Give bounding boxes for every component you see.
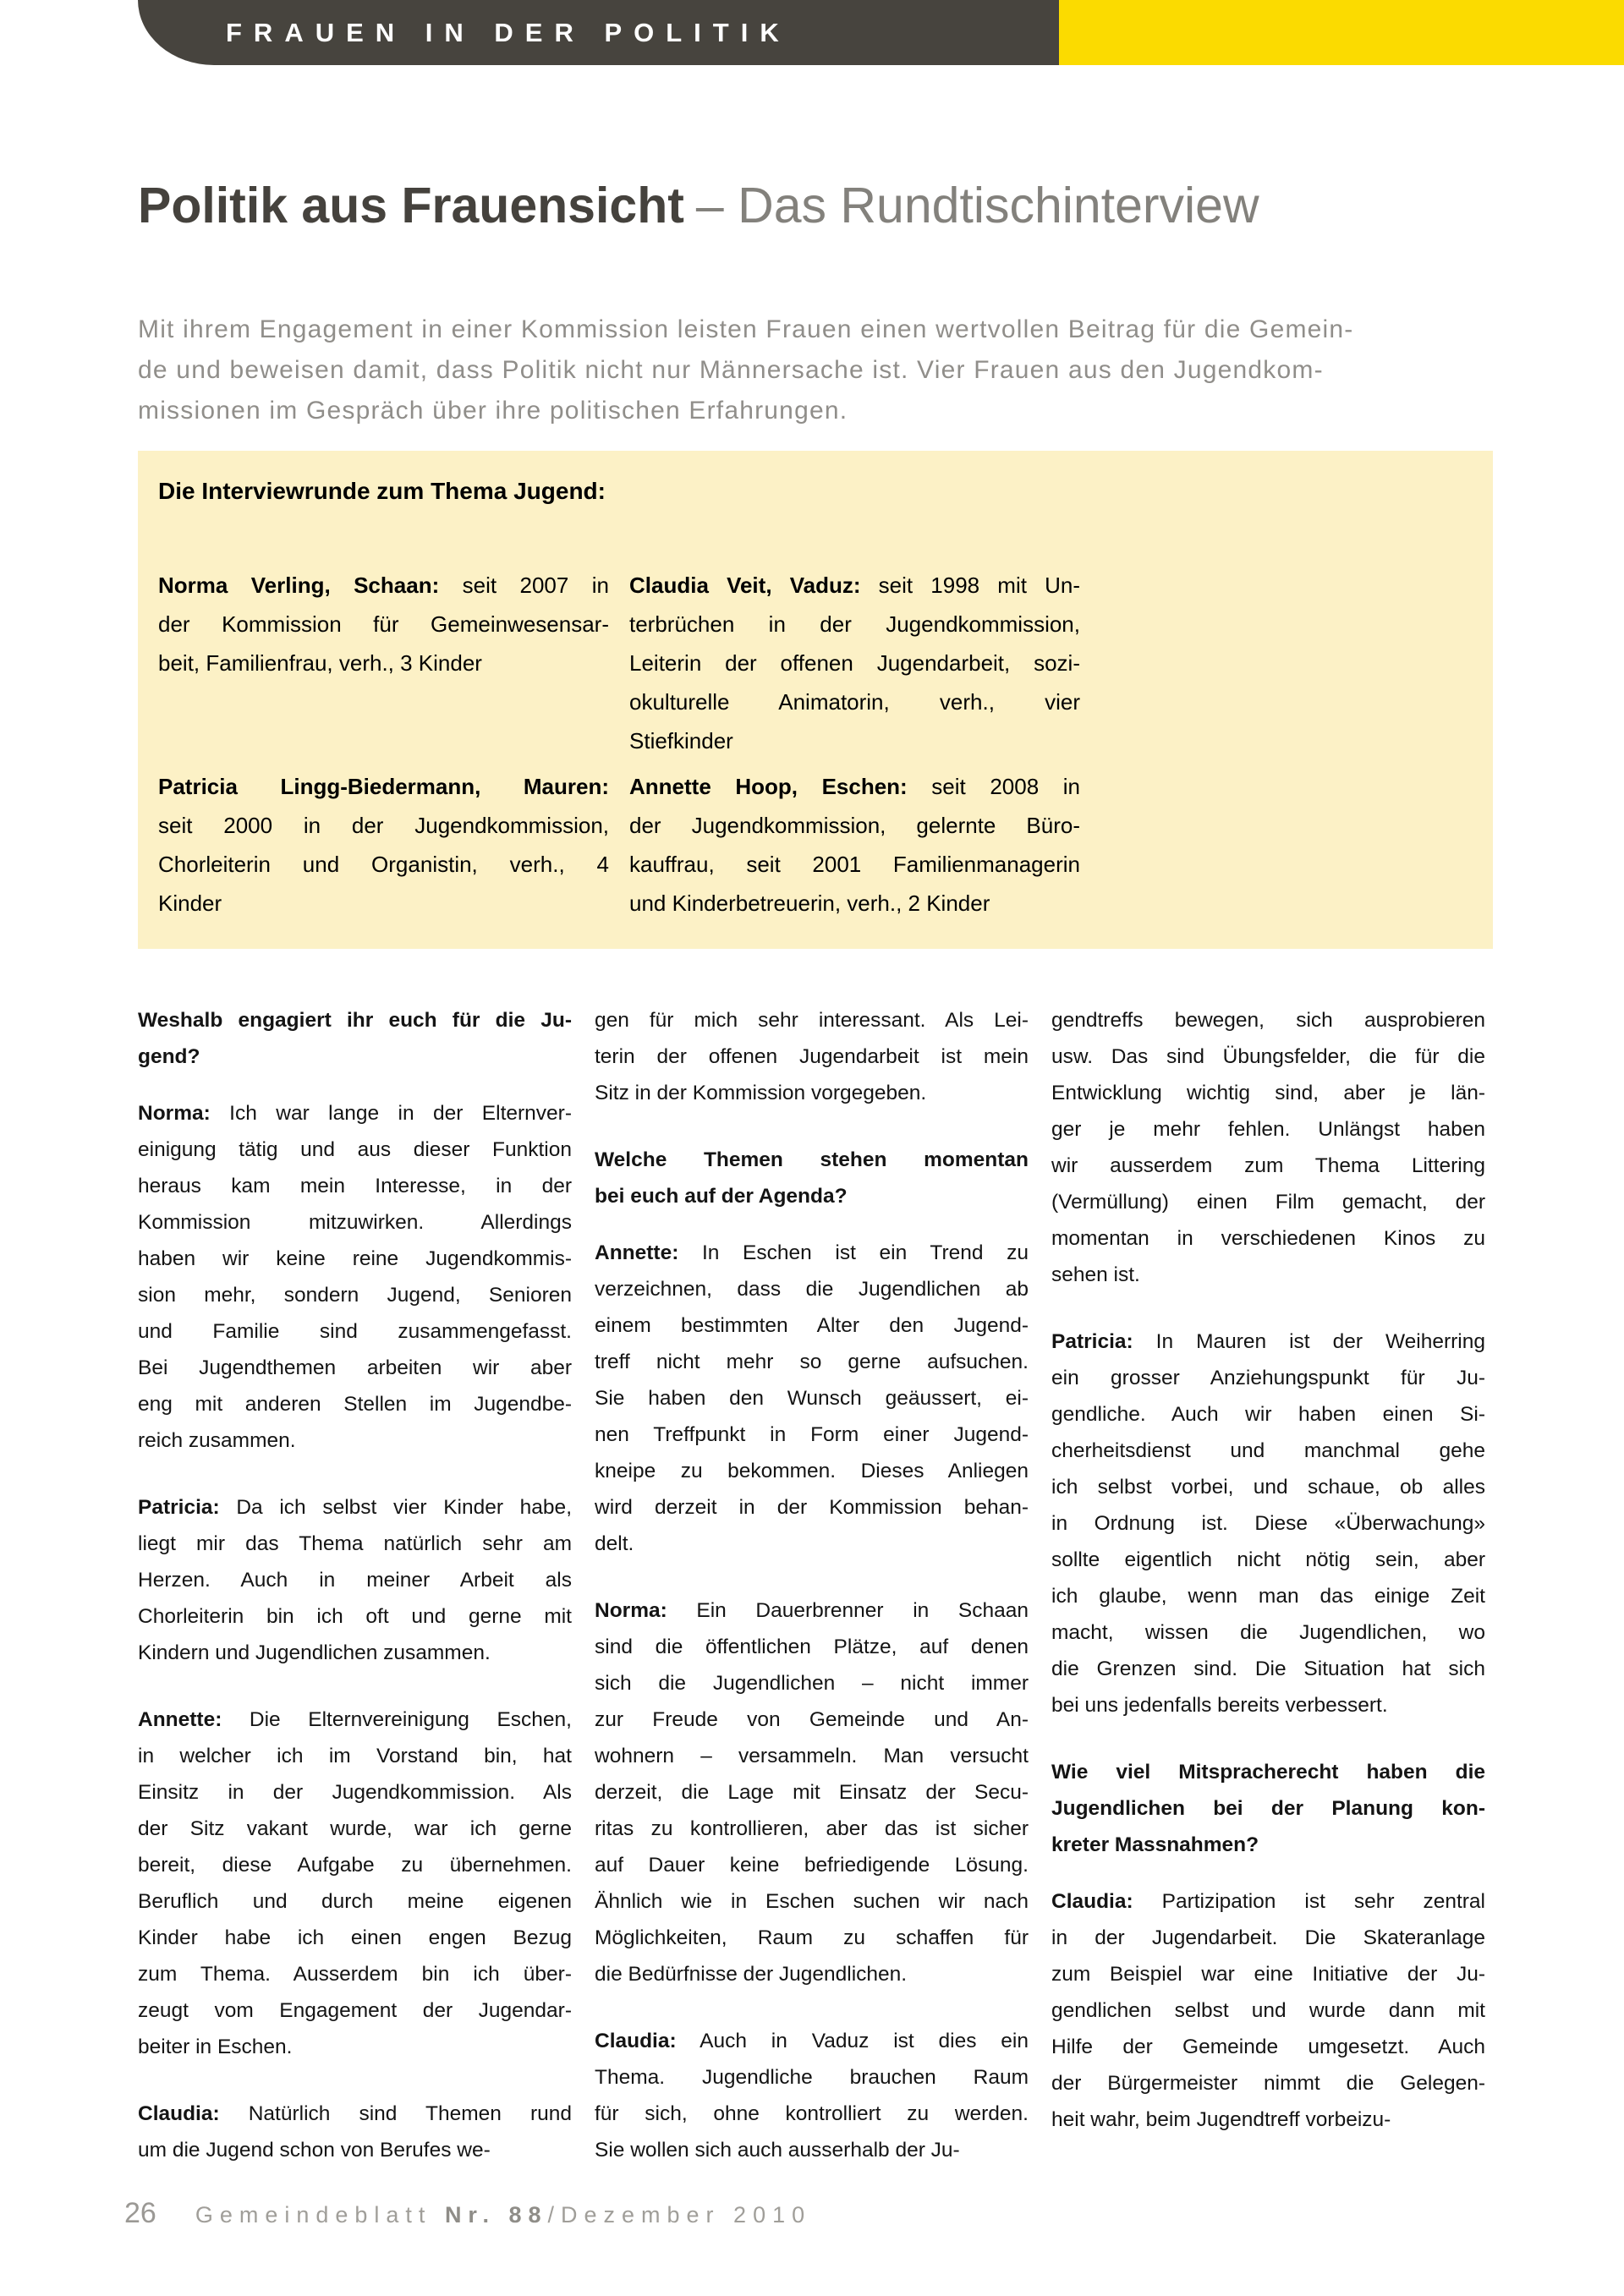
intro-line: de und beweisen damit, dass Politik nicht nur Männersache ist. Vier Frauen aus den Jugendkom- — [138, 356, 1324, 384]
text-line: terin der offenen Jugendarbeit ist mein — [595, 1045, 1029, 1068]
text-line: Möglichkeiten, Raum zu schaffen für — [595, 1926, 1029, 1949]
text-line: seit 2000 in der Jugendkommission, — [158, 813, 609, 838]
text-line: Chorleiterin und Organistin, verh., 4 — [158, 852, 609, 877]
speaker-name: Claudia Veit, Vaduz: — [629, 573, 861, 598]
text-line: Entwicklung wichtig sind, aber je län- — [1051, 1082, 1485, 1104]
speaker-name: Claudia: — [138, 2102, 220, 2125]
speaker-name: Patricia Lingg-Biedermann, Mauren: — [158, 774, 609, 799]
text-line: Chorleiterin bin ich oft und gerne mit — [138, 1605, 572, 1628]
text-line: kneipe zu bekommen. Dieses Anliegen — [595, 1460, 1029, 1482]
text-line: cherheitsdienst und manchmal gehe — [1051, 1439, 1485, 1462]
text-line: liegt mir das Thema natürlich sehr am — [138, 1532, 572, 1555]
text-line: ritas zu kontrollieren, aber das ist sicher — [595, 1817, 1029, 1840]
text-line: haben wir keine reine Jugendkommis- — [138, 1247, 572, 1270]
text-line: zum Thema. Ausserdem bin ich über- — [138, 1963, 572, 1986]
text-line: delt. — [595, 1532, 634, 1555]
interview-answer — [138, 1095, 572, 1459]
text-line: sehen ist. — [1051, 1263, 1140, 1286]
speaker-name: Annette: — [138, 1708, 222, 1731]
text-line: sind die öffentlichen Plätze, auf denen — [595, 1636, 1029, 1658]
text-line: macht, wissen die Jugendlichen, wo — [1051, 1621, 1485, 1644]
text-line: kauffrau, seit 2001 Familienmanagerin — [629, 852, 1080, 877]
text-line: einigung tätig und aus dieser Funktion — [138, 1138, 572, 1161]
text-line: Thema. Jugendliche brauchen Raum — [595, 2066, 1029, 2089]
text-line: momentan in verschiedenen Kinos zu — [1051, 1227, 1485, 1250]
intro-line: missionen im Gespräch über ihre politischen Erfahrungen. — [138, 397, 848, 425]
participant-entry — [629, 767, 1080, 923]
text-line: Kinder — [158, 890, 222, 916]
text-line: gendlichen selbst und wurde dann mit — [1051, 1999, 1485, 2022]
text-line: bei euch auf der Agenda? — [595, 1185, 848, 1208]
speaker-name: Patricia: — [1051, 1330, 1133, 1353]
speaker-name: Norma: — [138, 1102, 211, 1125]
text-line: derzeit, die Lage mit Einsatz der Secu- — [595, 1781, 1029, 1804]
text-line: Hilfe der Gemeinde umgesetzt. Auch — [1051, 2036, 1485, 2058]
text-line: verzeichnen, dass die Jugendlichen ab — [595, 1278, 1029, 1301]
text-line: ich glaube, wenn man das einige Zeit — [1051, 1585, 1485, 1608]
text-line: Stiefkinder — [629, 728, 733, 753]
text-line: heraus kam mein Interesse, in der — [138, 1175, 572, 1197]
text-line: Welche Themen stehen momentan — [595, 1148, 1029, 1171]
text-line: auf Dauer keine befriedigende Lösung. — [595, 1854, 1029, 1877]
speaker-name: Norma: — [595, 1599, 667, 1622]
issue-date: /Dezember 2010 — [547, 2202, 812, 2228]
interview-answer — [1051, 1883, 1485, 2138]
text-line: kreter Massnahmen? — [1051, 1833, 1259, 1856]
text-line — [158, 767, 609, 806]
interview-answer — [595, 2023, 1029, 2168]
text-line: Ähnlich wie in Eschen suchen wir nach — [595, 1890, 1029, 1913]
text-line: gendliche. Auch wir haben einen Si- — [1051, 1403, 1485, 1426]
speaker-name: Annette Hoop, Eschen: — [629, 774, 908, 799]
text-line: treff nicht mehr so gerne aufsuchen. — [595, 1351, 1029, 1373]
interview-answer — [138, 2096, 572, 2168]
page-number: 26 — [124, 2197, 156, 2229]
page-footer — [124, 2197, 811, 2239]
text-line: der Jugendkommission, gelernte Büro- — [629, 813, 1080, 838]
text-line: Herzen. Auch in meiner Arbeit als — [138, 1569, 572, 1592]
participant-entry — [158, 767, 609, 923]
text-line: Annette: Die Elternvereinigung Eschen, — [138, 1708, 572, 1731]
publication-info — [195, 2202, 811, 2228]
interview-answer — [1051, 1002, 1485, 1293]
text-line: Bei Jugendthemen arbeiten wir aber — [138, 1356, 572, 1379]
text-line: zeugt vom Engagement der Jugendar- — [138, 1999, 572, 2022]
speaker-name: Claudia: — [595, 2030, 677, 2052]
text-line: Jugendlichen bei der Planung kon- — [1051, 1797, 1485, 1820]
text-line: Claudia Veit, Vaduz: seit 1998 mit Un- — [629, 573, 1080, 598]
text-line: in Ordnung ist. Diese «Überwachung» — [1051, 1512, 1485, 1535]
text-line: zum Beispiel war eine Initiative der Ju- — [1051, 1963, 1485, 1986]
interview-answer — [595, 1592, 1029, 1992]
participant-entry — [629, 566, 1080, 760]
text-column-2 — [595, 1002, 1029, 2168]
text-line: gend? — [138, 1045, 200, 1068]
interview-answer — [138, 1489, 572, 1671]
text-line: und Kinderbetreuerin, verh., 2 Kinder — [629, 890, 990, 916]
text-line: einem bestimmten Alter den Jugend- — [595, 1314, 1029, 1337]
interview-answer — [1051, 1323, 1485, 1723]
text-line: die Bedürfnisse der Jugendlichen. — [595, 1963, 908, 1986]
text-line: der Kommission für Gemeinwesensar- — [158, 611, 609, 637]
text-line: der Sitz vakant wurde, war ich gerne — [138, 1817, 572, 1840]
text-line: Norma Verling, Schaan: seit 2007 in — [158, 573, 609, 598]
text-line: der Bürgermeister nimmt die Gelegen- — [1051, 2072, 1485, 2095]
text-line: Beruflich und durch meine eigenen — [138, 1890, 572, 1913]
text-line: beiter in Eschen. — [138, 2036, 293, 2058]
interview-answer — [138, 1701, 572, 2065]
text-line: usw. Das sind Übungsfelder, die für die — [1051, 1045, 1485, 1068]
interview-question — [1051, 1754, 1485, 1863]
publication-name: Gemeindeblatt — [195, 2202, 445, 2228]
text-line: beit, Familienfrau, verh., 3 Kinder — [158, 650, 482, 676]
text-line: Claudia: Partizipation ist sehr zentral — [1051, 1890, 1485, 1913]
participant-entry — [158, 566, 609, 760]
text-line: reich zusammen. — [138, 1429, 296, 1452]
interview-question — [138, 1002, 572, 1075]
text-column-3 — [1051, 1002, 1485, 2168]
text-line: in welcher ich im Vorstand bin, hat — [138, 1745, 572, 1767]
section-banner-label: FRAUEN IN DER POLITIK — [226, 18, 791, 47]
text-line: wir ausserdem zum Thema Littering — [1051, 1154, 1485, 1177]
text-line: heit wahr, beim Jugendtreff vorbeizu- — [1051, 2108, 1391, 2131]
text-line: wohnern – versammeln. Man versucht — [595, 1745, 1029, 1767]
article-title — [138, 169, 1259, 242]
speaker-name: Patricia: — [138, 1496, 220, 1519]
text-line: Annette: In Eschen ist ein Trend zu — [595, 1241, 1029, 1264]
text-line: Claudia: Auch in Vaduz ist dies ein — [595, 2030, 1029, 2052]
issue-number: Nr. 88 — [444, 2202, 548, 2228]
intro-line: Mit ihrem Engagement in einer Kommission leisten Frauen einen wertvollen Beitrag für die Gemein- — [138, 315, 1354, 343]
text-line: die Grenzen sind. Die Situation hat sich — [1051, 1658, 1485, 1680]
accent-bar — [1059, 0, 1624, 65]
text-line: Annette Hoop, Eschen: seit 2008 in — [629, 774, 1081, 799]
text-line: terbrüchen in der Jugendkommission, — [629, 611, 1080, 637]
text-line: Claudia: Natürlich sind Themen rund — [138, 2102, 572, 2125]
speaker-name: Claudia: — [1051, 1890, 1133, 1913]
participant-list — [158, 566, 1473, 923]
section-banner — [138, 0, 1059, 65]
text-line: für sich, ohne kontrolliert zu werden. — [595, 2102, 1029, 2125]
text-line: gen für mich sehr interessant. Als Lei- — [595, 1009, 1029, 1032]
text-line: zur Freude von Gemeinde und An- — [595, 1708, 1029, 1731]
text-line: Kommission mitzuwirken. Allerdings — [138, 1211, 572, 1234]
interview-info-box — [138, 451, 1493, 949]
text-column-1 — [138, 1002, 572, 2168]
text-line: ein grosser Anziehungspunkt für Ju- — [1051, 1367, 1485, 1389]
text-line: in der Jugendarbeit. Die Skateranlage — [1051, 1926, 1485, 1949]
text-line: bei uns jedenfalls bereits verbessert. — [1051, 1694, 1388, 1717]
article-body — [138, 1002, 1486, 2168]
info-box-heading: Die Interviewrunde zum Thema Jugend: — [158, 478, 606, 504]
text-line: Weshalb engagiert ihr euch für die Ju- — [138, 1009, 572, 1032]
text-line: Leiterin der offenen Jugendarbeit, sozi- — [629, 650, 1080, 676]
text-line: ger je mehr fehlen. Unlängst haben — [1051, 1118, 1485, 1141]
interview-question — [595, 1142, 1029, 1214]
text-line: sion mehr, sondern Jugend, Senioren — [138, 1284, 572, 1307]
text-line: wird derzeit in der Kommission behan- — [595, 1496, 1029, 1519]
text-line: Sie haben den Wunsch geäussert, ei- — [595, 1387, 1029, 1410]
text-line: sich die Jugendlichen – nicht immer — [595, 1672, 1029, 1695]
text-line: Einsitz in der Jugendkommission. Als — [138, 1781, 572, 1804]
text-line: Norma: Ein Dauerbrenner in Schaan — [595, 1599, 1029, 1622]
text-line: um die Jugend schon von Berufes we- — [138, 2139, 491, 2162]
text-line: bereit, diese Aufgabe zu übernehmen. — [138, 1854, 572, 1877]
text-line: Patricia: In Mauren ist der Weiherring — [1051, 1330, 1485, 1353]
text-line: Patricia: Da ich selbst vier Kinder habe, — [138, 1496, 572, 1519]
text-line: Sie wollen sich auch ausserhalb der Ju- — [595, 2139, 960, 2162]
text-line: gendtreffs bewegen, sich ausprobieren — [1051, 1009, 1485, 1032]
text-line: Norma: Ich war lange in der Elternver- — [138, 1102, 572, 1125]
interview-answer — [595, 1235, 1029, 1562]
text-line: Kindern und Jugendlichen zusammen. — [138, 1641, 491, 1664]
interview-answer — [595, 1002, 1029, 1111]
text-line: ich selbst vorbei, und schaue, ob alles — [1051, 1476, 1485, 1499]
text-line: Wie viel Mitspracherecht haben die — [1051, 1761, 1485, 1784]
speaker-name: Norma Verling, Schaan: — [158, 573, 440, 598]
text-line: okulturelle Animatorin, verh., vier — [629, 689, 1080, 715]
text-line: sollte eigentlich nicht nötig sein, aber — [1051, 1548, 1485, 1571]
text-line: und Familie sind zusammengefasst. — [138, 1320, 572, 1343]
text-line: Sitz in der Kommission vorgegeben. — [595, 1082, 927, 1104]
article-title-sub: – Das Rundtischinterview — [695, 178, 1259, 233]
text-line: eng mit anderen Stellen im Jugendbe- — [138, 1393, 572, 1416]
text-line: Kinder habe ich einen engen Bezug — [138, 1926, 572, 1949]
text-line: (Vermüllung) einen Film gemacht, der — [1051, 1191, 1485, 1214]
article-title-main: Politik aus Frauensicht — [138, 178, 684, 233]
text-line: nen Treffpunkt in Form einer Jugend- — [595, 1423, 1029, 1446]
intro-paragraph — [138, 310, 1508, 431]
speaker-name: Annette: — [595, 1241, 679, 1264]
